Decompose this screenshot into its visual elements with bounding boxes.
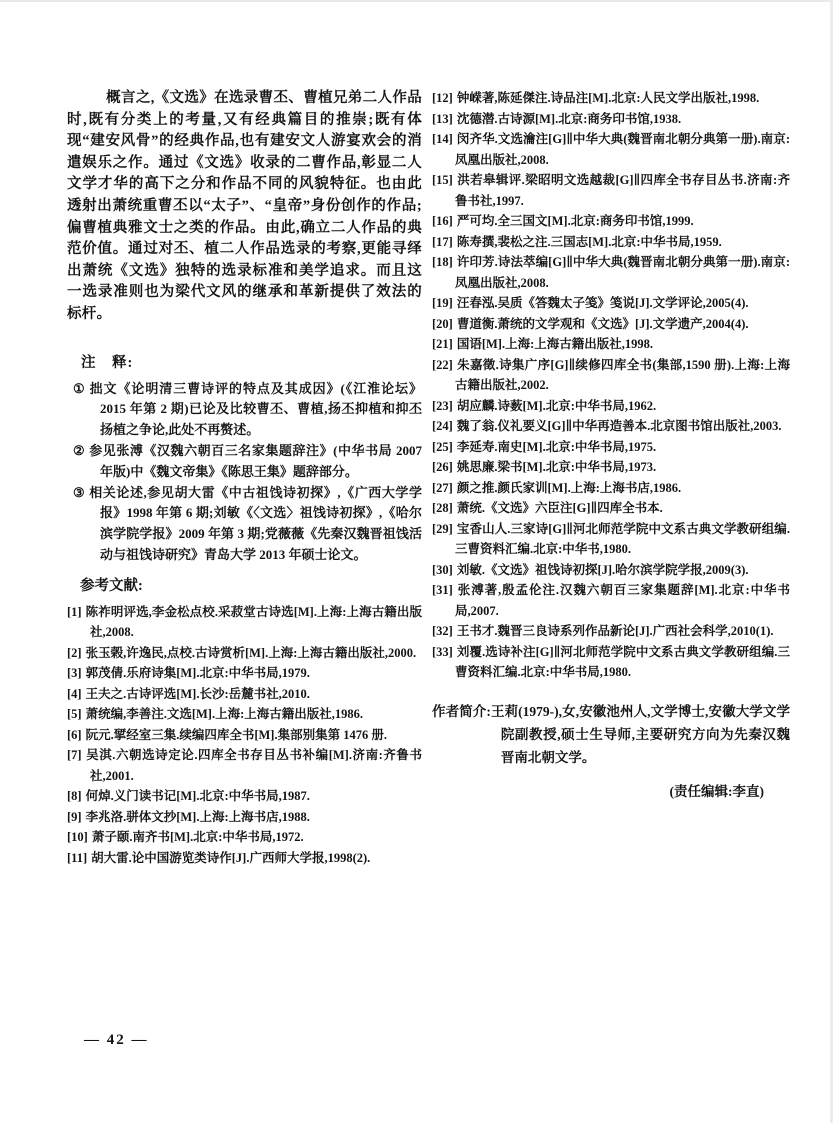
reference-item: [13] 沈德潜.古诗源[M].北京:商务印书馆,1938. xyxy=(432,111,682,126)
reference-item: [8] 何焯.义门读书记[M].北京:中华书局,1987. xyxy=(67,789,310,804)
reference-label: [26] xyxy=(432,460,453,474)
note-marker: ② xyxy=(73,442,86,458)
reference-item: [1] 陈祚明评选,李金松点校.采菽堂古诗选[M].上海:上海古籍出版社,2008. xyxy=(67,604,422,640)
note-item: ① 拙文《论明清三曹诗评的特点及其成因》(《江淮论坛》2015 年第 2 期)已论及比较曹丕、曹植,扬丕抑植和抑丕扬植之争论,此处不再赘述。 xyxy=(73,380,422,438)
reference-item: [27] 颜之推.颜氏家训[M].上海:上海书店,1986. xyxy=(432,480,682,495)
reference-label: [10] xyxy=(67,830,88,845)
note-item: ② 参见张溥《汉魏六朝百三名家集题辞注》(中华书局 2007 年版)中《魏文帝集》《陈思王集》题辞部分。 xyxy=(73,442,422,479)
reference-label: [24] xyxy=(432,419,453,433)
reference-label: [2] xyxy=(67,645,82,660)
reference-item: [11] 胡大雷.论中国游览类诗作[J].广西师大学报,1998(2). xyxy=(67,850,371,865)
reference-label: [5] xyxy=(67,707,82,722)
reference-item: [7] 吴淇.六朝选诗定论.四库全书存目丛书补编[M].济南:齐鲁书社,2001. xyxy=(67,748,422,783)
reference-label: [3] xyxy=(67,666,82,681)
reference-item: [12] 钟嵘著,陈延傑注.诗品注[M].北京:人民文学出版社,1998. xyxy=(432,91,760,105)
reference-label: [25] xyxy=(432,439,453,454)
editor-credit: (责任编辑:李直) xyxy=(669,783,764,799)
author-bio-text: 王莉(1979-),女,安徽池州人,文学博士,安徽大学文学院副教授,硕士生导师,主要研究方向为先秦汉魏晋南北朝文学。 xyxy=(490,703,790,765)
reference-label: [31] xyxy=(432,583,453,597)
reference-item: [16] 严可均.全三国文[M].北京:商务印书馆,1999. xyxy=(432,214,694,228)
author-bio-label: 作者简介: xyxy=(432,703,491,719)
reference-item: [9] 李兆洛.骈体文抄[M].上海:上海书店,1988. xyxy=(67,809,310,824)
reference-label: [18] xyxy=(432,255,453,269)
reference-label: [1] xyxy=(67,604,82,619)
reference-label: [29] xyxy=(432,521,453,536)
reference-item: [17] 陈寿撰,裴松之注.三国志[M].北京:中华书局,1959. xyxy=(432,234,722,249)
closing-paragraph: 概言之,《文选》在选录曹丕、曹植兄弟二人作品时,既有分类上的考量,又有经典篇目的推崇;既有体现“建安风骨”的经典作品,也有建安文人游宴欢会的消遣娱乐之作。通过《文选》收录的二曹作品,彰显二人文学才华的高下之分和作品不同的风貌特征。也由此透射出萧统重曹丕以“太子”、“皇帝”身份创作的作品;偏曹植典雅文士之类的作品。由此,确立二人作品的典范价值。通过对丕、植二人作品选录的考察,更能寻绎出萧统《文选》独特的选录标准和美学追求。而且这一选录准则也为梁代文风的继承和革新提供了效法的标杆。 xyxy=(67,90,422,322)
references-list-left xyxy=(67,602,422,869)
reference-item: [14] 闵齐华.文选瀹注[G]∥中华大典(魏晋南北朝分典第一册).南京:凤凰出版社,2008. xyxy=(432,132,790,167)
reference-item: [29] 宝香山人.三家诗[G]∥河北师范学院中文系古典文学教研组编.三曹资料汇编.北京:中华书,1980. xyxy=(432,521,790,556)
reference-item: [4] 王夫之.古诗评选[M].长沙:岳麓书社,2010. xyxy=(67,686,310,701)
note-item: ③ 相关论述,参见胡大雷《中古祖饯诗初探》,《广西大学学报》1998 年第 6 期;刘敏《〈文选〉祖饯诗初探》,《哈尔滨学院学报》2009 年第 3 期;党薇薇《先秦汉魏晋祖饯活动与祖饯诗研究》青岛大学 2013 年硕士论文。 xyxy=(73,484,422,562)
reference-label: [12] xyxy=(432,91,453,105)
reference-item: [23] 胡应麟.诗薮[M].北京:中华书局,1962. xyxy=(432,398,657,413)
reference-label: [30] xyxy=(432,562,453,577)
reference-item: [5] 萧统编,李善注.文选[M].上海:上海古籍出版社,1986. xyxy=(67,707,363,722)
reference-label: [9] xyxy=(67,809,82,824)
reference-item: [31] 张溥著,殷孟伦注.汉魏六朝百三家集题辞[M].北京:中华书局,2007. xyxy=(432,583,790,618)
reference-item: [21] 国语[M].上海:上海古籍出版社,1998. xyxy=(432,337,653,351)
reference-label: [22] xyxy=(432,357,453,372)
reference-item: [15] 洪若皋辑评.梁昭明文选越裁[G]∥四库全书存目丛书.济南:齐鲁书社,1997. xyxy=(432,173,790,208)
reference-label: [6] xyxy=(67,727,82,742)
reference-label: [23] xyxy=(432,398,453,413)
references-list-right xyxy=(432,88,790,683)
reference-item: [22] 朱嘉徵.诗集广序[G]∥续修四库全书(集部,1590 册).上海:上海古籍出版社,2002. xyxy=(432,357,790,392)
reference-label: [19] xyxy=(432,296,453,310)
reference-label: [8] xyxy=(67,789,82,804)
reference-label: [17] xyxy=(432,234,453,249)
note-marker: ③ xyxy=(73,484,86,500)
author-bio xyxy=(432,700,790,769)
reference-item: [28] 萧统.《文选》六臣注[G]∥四库全书本. xyxy=(432,501,663,515)
note-marker: ① xyxy=(73,380,86,396)
reference-item: [33] 刘覆.选诗补注[G]∥河北师范学院中文系古典文学教研组编.三曹资料汇编.北京:中华书局,1980. xyxy=(432,644,790,679)
references-heading: 参考文献: xyxy=(80,577,143,594)
reference-item: [32] 王书才.魏晋三良诗系列作品新论[J].广西社会科学,2010(1). xyxy=(432,624,774,638)
reference-item: [20] 曹道衡.萧统的文学观和《文选》[J].文学遗产,2004(4). xyxy=(432,316,749,331)
reference-label: [20] xyxy=(432,316,453,331)
reference-item: [26] 姚思廉.梁书[M].北京:中华书局,1973. xyxy=(432,460,657,474)
left-column xyxy=(67,88,422,868)
reference-label: [27] xyxy=(432,480,453,495)
notes-heading: 注 释: xyxy=(81,354,134,371)
reference-item: [2] 张玉榖,许逸民,点校.古诗赏析[M].上海:上海古籍出版社,2000. xyxy=(67,645,417,660)
page-number: — 42 — xyxy=(84,1032,149,1048)
reference-label: [28] xyxy=(432,501,453,515)
reference-item: [18] 许印芳.诗法萃编[G]∥中华大典(魏晋南北朝分典第一册).南京:凤凰出版社,2008. xyxy=(432,255,790,290)
notes-list xyxy=(73,379,422,566)
scan-edge-top xyxy=(0,0,833,2)
reference-item: [6] 阮元.揅经室三集.续编四库全书[M].集部别集第 1476 册. xyxy=(67,727,387,742)
right-column xyxy=(432,88,790,800)
reference-label: [7] xyxy=(67,748,82,763)
reference-label: [11] xyxy=(67,850,88,865)
reference-label: [13] xyxy=(432,111,453,126)
reference-item: [19] 汪春泓.吴质《答魏太子笺》笺说[J].文学评论,2005(4). xyxy=(432,296,749,310)
reference-label: [15] xyxy=(432,173,453,187)
reference-item: [24] 魏了翁.仪礼要义[G]∥中华再造善本.北京图书馆出版社,2003. xyxy=(432,419,782,433)
reference-item: [30] 刘敏.《文选》祖饯诗初探[J].哈尔滨学院学报,2009(3). xyxy=(432,562,749,577)
reference-label: [14] xyxy=(432,132,453,146)
reference-item: [3] 郭茂倩.乐府诗集[M].北京:中华书局,1979. xyxy=(67,666,310,681)
reference-label: [4] xyxy=(67,686,82,701)
reference-item: [25] 李延寿.南史[M].北京:中华书局,1975. xyxy=(432,439,657,454)
reference-label: [21] xyxy=(432,337,453,351)
reference-label: [32] xyxy=(432,624,453,638)
reference-item: [10] 萧子颐.南齐书[M].北京:中华书局,1972. xyxy=(67,830,304,845)
reference-label: [16] xyxy=(432,214,453,228)
reference-label: [33] xyxy=(432,644,453,659)
